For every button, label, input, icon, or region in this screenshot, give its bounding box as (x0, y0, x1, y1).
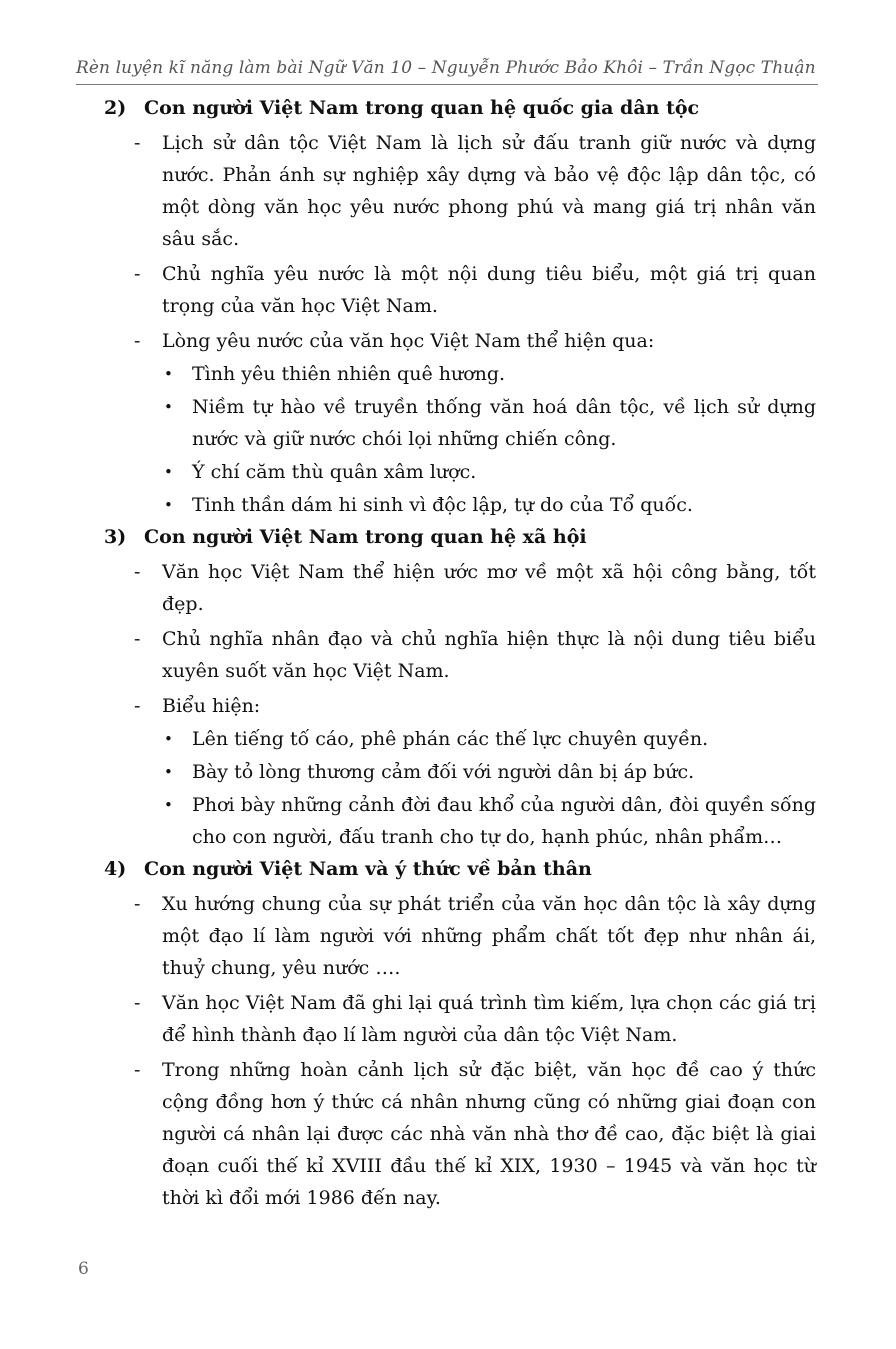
section-number: 2) (104, 97, 127, 119)
dash-list-item (104, 987, 816, 1051)
page-content (104, 92, 816, 1214)
bullet-list-item (104, 391, 816, 455)
dash-list-item (104, 325, 816, 357)
dash-marker: - (134, 132, 141, 154)
section-heading (104, 521, 816, 553)
bullet-icon: • (164, 463, 173, 481)
section-title: Con người Việt Nam trong quan hệ xã hội (144, 526, 587, 548)
bullet-icon: • (164, 365, 173, 383)
dash-list-item (104, 556, 816, 620)
list-item-text: Lịch sử dân tộc Việt Nam là lịch sử đấu tranh giữ nước và dựng nước. Phản ánh sự nghiệp xây dựng và bảo vệ độc lập dân tộc, có một dòng văn học yêu nước phong phú và mang giá trị nhân văn sâu sắc. (162, 132, 816, 250)
bullet-icon: • (164, 496, 173, 514)
section-number: 3) (104, 526, 127, 548)
dash-list-item (104, 888, 816, 984)
list-item-text: Tinh thần dám hi sinh vì độc lập, tự do của Tổ quốc. (192, 494, 693, 516)
bullet-list-item (104, 756, 816, 788)
page-number: 6 (78, 1259, 89, 1279)
section-title: Con người Việt Nam và ý thức về bản thân (144, 858, 592, 880)
list-item-text: Ý chí căm thù quân xâm lược. (192, 461, 477, 483)
list-item-text: Xu hướng chung của sự phát triển của văn học dân tộc là xây dựng một đạo lí làm người với những phẩm chất tốt đẹp như nhân ái, thuỷ chung, yêu nước …. (162, 893, 816, 979)
bullet-list-item (104, 723, 816, 755)
bullet-list-item (104, 489, 816, 521)
bullet-icon: • (164, 796, 173, 814)
bullet-icon: • (164, 763, 173, 781)
dash-marker: - (134, 893, 141, 915)
list-item-text: Phơi bày những cảnh đời đau khổ của người dân, đòi quyền sống cho con người, đấu tranh cho tự do, hạnh phúc, nhân phẩm… (192, 794, 816, 848)
list-item-text: Tình yêu thiên nhiên quê hương. (192, 363, 506, 385)
bullet-list-item (104, 456, 816, 488)
list-item-text: Chủ nghĩa nhân đạo và chủ nghĩa hiện thực là nội dung tiêu biểu xuyên suốt văn học Việt Nam. (162, 628, 816, 682)
dash-list-item (104, 623, 816, 687)
header-rule (76, 84, 818, 85)
dash-list-item (104, 258, 816, 322)
list-item-text: Lên tiếng tố cáo, phê phán các thế lực chuyên quyền. (192, 728, 709, 750)
section-heading (104, 853, 816, 885)
list-item-text: Chủ nghĩa yêu nước là một nội dung tiêu biểu, một giá trị quan trọng của văn học Việt Nam. (162, 263, 816, 317)
list-item-text: Niềm tự hào về truyền thống văn hoá dân tộc, về lịch sử dựng nước và giữ nước chói lọi những chiến công. (192, 396, 816, 450)
list-item-text: Trong những hoàn cảnh lịch sử đặc biệt, văn học đề cao ý thức cộng đồng hơn ý thức cá nhân nhưng cũng có những giai đoạn con người cá nhân lại được các nhà văn nhà thơ đề cao, đặc biệt là giai đoạn cuối thế kỉ XVIII đầu thế kỉ XIX, 1930 – 1945 và văn học từ thời kì đổi mới 1986 đến nay. (162, 1059, 816, 1209)
bullet-list-item (104, 358, 816, 390)
dash-list-item (104, 690, 816, 722)
dash-marker: - (134, 561, 141, 583)
section-title: Con người Việt Nam trong quan hệ quốc gia dân tộc (144, 97, 700, 119)
section-number: 4) (104, 858, 127, 880)
list-item-text: Biểu hiện: (162, 695, 261, 717)
dash-list-item (104, 1054, 816, 1214)
list-item-text: Bày tỏ lòng thương cảm đối với người dân bị áp bức. (192, 761, 695, 783)
bullet-icon: • (164, 398, 173, 416)
bullet-icon: • (164, 730, 173, 748)
dash-list-item (104, 127, 816, 255)
running-header: Rèn luyện kĩ năng làm bài Ngữ Văn 10 – Nguyễn Phước Bảo Khôi – Trần Ngọc Thuận (76, 58, 816, 78)
dash-marker: - (134, 992, 141, 1014)
list-item-text: Lòng yêu nước của văn học Việt Nam thể hiện qua: (162, 330, 655, 352)
section-heading (104, 92, 816, 124)
list-item-text: Văn học Việt Nam đã ghi lại quá trình tìm kiếm, lựa chọn các giá trị để hình thành đạo lí làm người của dân tộc Việt Nam. (162, 992, 816, 1046)
dash-marker: - (134, 263, 141, 285)
bullet-list-item (104, 789, 816, 853)
dash-marker: - (134, 330, 141, 352)
dash-marker: - (134, 695, 141, 717)
list-item-text: Văn học Việt Nam thể hiện ước mơ về một xã hội công bằng, tốt đẹp. (162, 561, 816, 615)
dash-marker: - (134, 1059, 141, 1081)
dash-marker: - (134, 628, 141, 650)
